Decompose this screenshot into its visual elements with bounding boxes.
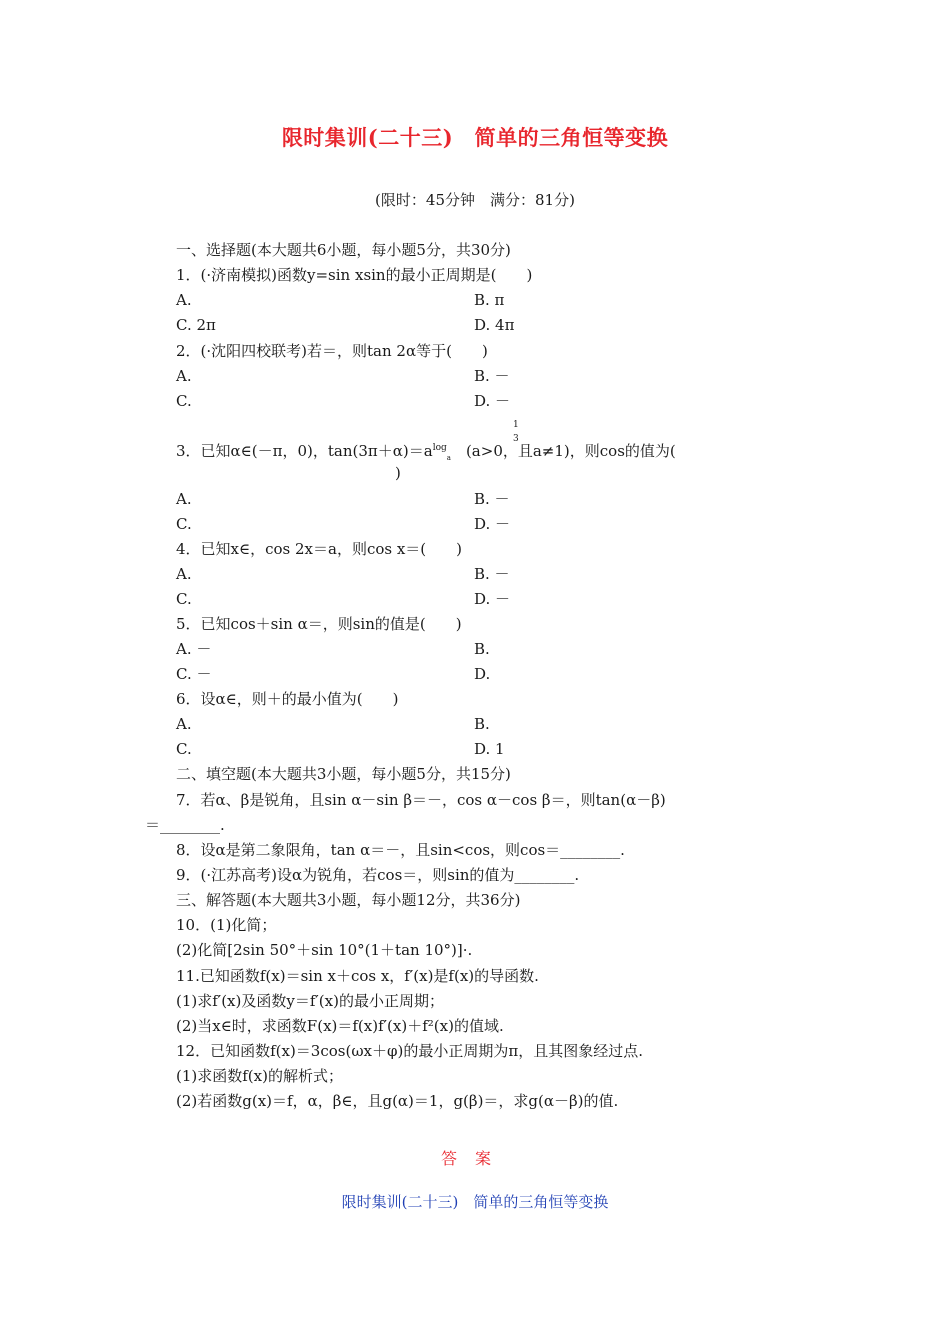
- question-2: 2．(·沈阳四校联考)若＝，则tan 2α等于( ): [176, 342, 488, 360]
- question-10-part-2: (2)化简[2sin 50°＋sin 10°(1＋tan 10°)]·.: [176, 941, 473, 959]
- q2-option-b: B. －: [474, 367, 510, 385]
- section-heading-choice: 一、选择题(本大题共6小题，每小题5分，共30分): [176, 241, 511, 259]
- q5-option-a: A. －: [176, 640, 212, 658]
- question-1: 1．(·济南模拟)函数y=sin xsin的最小正周期是( ): [176, 266, 533, 284]
- q3-log: log: [432, 443, 447, 453]
- q3-option-a: A.: [176, 490, 192, 508]
- q2-option-a: A.: [176, 367, 192, 385]
- question-7: 7．若α、β是锐角，且sin α－sin β＝－，cos α－cos β＝，则tan(α－β): [176, 791, 666, 809]
- q6-option-b: B.: [474, 715, 490, 733]
- q3-paren-close: ): [395, 464, 401, 482]
- page-title: 限时集训(二十三) 简单的三角恒等变换: [281, 125, 669, 150]
- q3-option-b: B. －: [474, 490, 510, 508]
- question-8: 8．设α是第二象限角，tan α＝－，且sin<cos，则cos＝________.: [176, 841, 625, 859]
- question-9: 9．(·江苏高考)设α为锐角，若cos＝，则sin的值为________.: [176, 866, 580, 884]
- q1-option-b: B. π: [474, 291, 505, 309]
- section-heading-fill: 二、填空题(本大题共3小题，每小题5分，共15分): [176, 765, 511, 783]
- question-5: 5．已知cos＋sin α＝，则sin的值是( ): [176, 615, 462, 633]
- question-7-blank: ＝________.: [145, 816, 225, 834]
- q3-text-end: (a>0，且a≠1)，则cos的值为(: [450, 442, 676, 460]
- question-11-part-1: (1)求f′(x)及函数y＝f′(x)的最小正周期；: [176, 992, 444, 1010]
- q5-option-c: C. －: [176, 665, 212, 683]
- q5-option-d: D.: [474, 665, 491, 683]
- q6-option-c: C.: [176, 740, 192, 758]
- q4-option-a: A.: [176, 565, 192, 583]
- q1-option-c: C. 2π: [176, 316, 216, 334]
- q1-option-a: A.: [176, 291, 192, 309]
- q3-text-start: 3．已知α∈(－π，0)，tan(3π＋α)＝a: [176, 442, 433, 460]
- q3-exponent-numerator: 1: [513, 420, 519, 430]
- question-3: [176, 438, 676, 468]
- answer-subtitle: 限时集训(二十三) 简单的三角恒等变换: [341, 1193, 609, 1211]
- answer-heading: 答案: [440, 1149, 509, 1168]
- q4-option-c: C.: [176, 590, 192, 608]
- q1-option-d: D. 4π: [474, 316, 515, 334]
- question-12-part-1: (1)求函数f(x)的解析式；: [176, 1067, 343, 1085]
- q6-option-a: A.: [176, 715, 192, 733]
- section-heading-solve: 三、解答题(本大题共3小题，每小题12分，共36分): [176, 891, 521, 909]
- question-11: 11.已知函数f(x)＝sin x＋cos x，f′(x)是f(x)的导函数.: [176, 967, 539, 985]
- q3-option-c: C.: [176, 515, 192, 533]
- q3-log-base: a: [446, 454, 451, 462]
- time-limit-note: (限时：45分钟 满分：81分): [375, 191, 575, 209]
- question-12-part-2: (2)若函数g(x)＝f，α，β∈，且g(α)＝1，g(β)＝，求g(α－β)的值.: [176, 1092, 619, 1110]
- q5-option-b: B.: [474, 640, 490, 658]
- question-12: 12．已知函数f(x)＝3cos(ωx＋φ)的最小正周期为π，且其图象经过点.: [176, 1042, 644, 1060]
- question-10: 10．(1)化简；: [176, 916, 277, 934]
- q2-option-c: C.: [176, 392, 192, 410]
- q3-exponent-denominator: 3: [513, 434, 519, 444]
- question-11-part-2: (2)当x∈时，求函数F(x)＝f(x)f′(x)＋f²(x)的值域.: [176, 1017, 504, 1035]
- q3-option-d: D. －: [474, 515, 511, 533]
- q6-option-d: D. 1: [474, 740, 505, 758]
- q4-option-d: D. －: [474, 590, 511, 608]
- question-4: 4．已知x∈，cos 2x＝a，则cos x＝( ): [176, 540, 463, 558]
- q4-option-b: B. －: [474, 565, 510, 583]
- question-6: 6．设α∈，则＋的最小值为( ): [176, 690, 399, 708]
- q2-option-d: D. －: [474, 392, 511, 410]
